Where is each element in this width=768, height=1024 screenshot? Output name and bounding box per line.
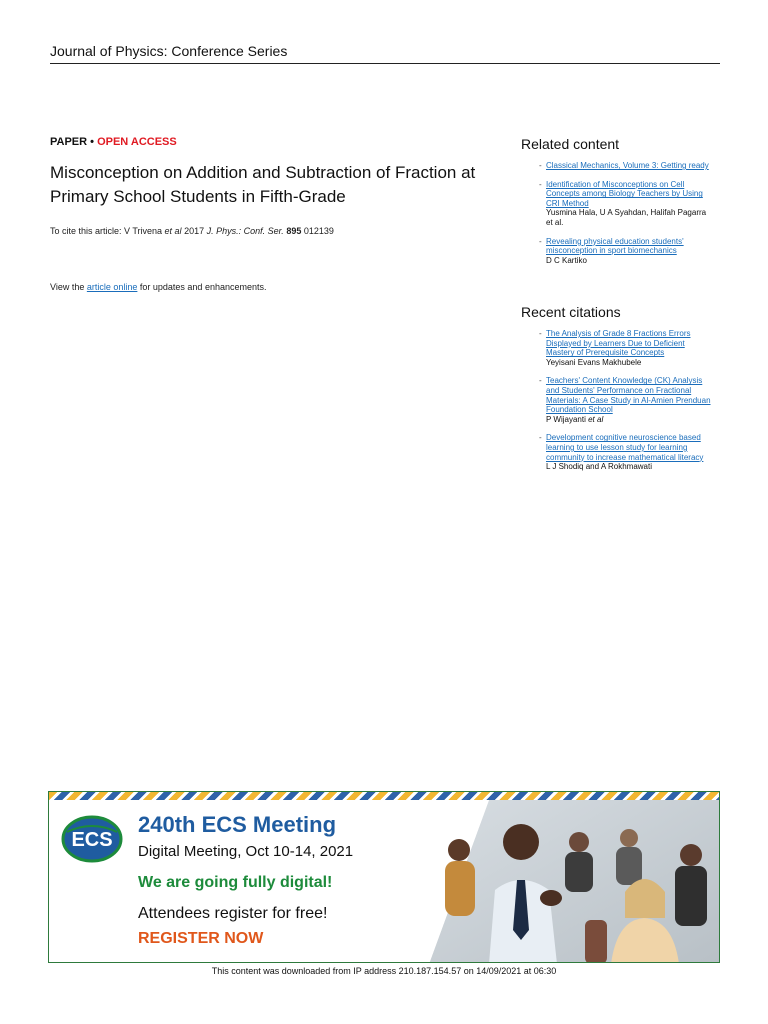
open-access-label: OPEN ACCESS xyxy=(97,136,177,148)
paper-kicker xyxy=(50,136,177,148)
view-suffix: for updates and enhancements. xyxy=(137,282,267,292)
list-dash: - xyxy=(539,329,542,338)
download-footer: This content was downloaded from IP address 210.187.154.57 on 14/09/2021 at 06:30 xyxy=(211,966,557,976)
header-divider xyxy=(50,63,720,64)
recent-citations-section xyxy=(521,304,721,481)
banner-subtitle: Digital Meeting, Oct 10-14, 2021 xyxy=(138,843,354,860)
citation-item-authors: P Wijayanti xyxy=(546,414,589,424)
cite-year: 2017 xyxy=(181,226,207,236)
banner-attendees: Attendees register for free! xyxy=(138,905,328,922)
citation-item-etal: et al xyxy=(588,414,604,424)
related-item-link[interactable]: Identification of Misconceptions on Cell Concepts among Biology Teachers by Using CRI Method xyxy=(546,179,703,208)
citation-item-link[interactable]: Development cognitive neuroscience based learning to use lesson study for learning community to increase mathematical literacy xyxy=(546,433,704,462)
citation-item xyxy=(521,329,711,367)
register-now-button[interactable]: REGISTER NOW xyxy=(138,930,264,947)
recent-citations-heading: Recent citations xyxy=(521,304,621,320)
related-item-authors: D C Kartiko xyxy=(546,255,587,265)
list-dash: - xyxy=(539,433,542,443)
related-item xyxy=(521,180,711,228)
article-title: Misconception on Addition and Subtraction of Fraction at Primary School Students in Fifth-Grade xyxy=(50,163,476,206)
journal-name: Journal of Physics: Conference Series xyxy=(50,43,288,59)
related-content-list xyxy=(521,161,721,265)
related-content-section xyxy=(521,136,721,274)
list-dash: - xyxy=(539,179,542,189)
citation-item-link[interactable]: Teachers' Content Knowledge (CK) Analysis and Students' Performance on Fractional Materials: A Case Study in Al-Amien Prenduan Foundation School xyxy=(546,376,711,415)
view-online-line xyxy=(50,282,266,292)
article-online-link[interactable]: article online xyxy=(86,282,138,292)
related-item-link[interactable]: Classical Mechanics, Volume 3: Getting ready xyxy=(546,161,709,170)
list-dash: - xyxy=(539,161,542,170)
paper-label: PAPER xyxy=(50,136,88,148)
kicker-bullet: • xyxy=(87,136,98,148)
cite-article-number: 012139 xyxy=(301,226,334,236)
citation-item-link[interactable]: The Analysis of Grade 8 Fractions Errors Displayed by Learners Due to Deficient Mastery of Prerequisite Concepts xyxy=(546,329,691,358)
ecs-logo-text: ECS xyxy=(71,829,113,851)
cite-etal: et al xyxy=(164,226,182,236)
cite-journal: J. Phys.: Conf. Ser. xyxy=(206,226,284,236)
citation-item-authors: Yeyisani Evans Makhubele xyxy=(546,357,642,367)
citation-line xyxy=(50,226,334,236)
banner-digital: We are going fully digital! xyxy=(138,874,333,891)
list-dash: - xyxy=(539,376,542,386)
citation-item xyxy=(521,433,711,471)
citation-item-authors: L J Shodiq and A Rokhmawati xyxy=(546,462,652,472)
ecs-meeting-banner[interactable] xyxy=(48,791,720,963)
related-content-heading: Related content xyxy=(521,136,620,152)
related-item xyxy=(521,161,711,171)
related-item-link[interactable]: Revealing physical education students' misconception in sport biomechanics xyxy=(546,236,684,256)
recent-citations-list xyxy=(521,329,721,472)
view-prefix: View the xyxy=(50,282,87,292)
list-dash: - xyxy=(539,236,542,246)
audience-photo xyxy=(429,800,720,963)
ecs-logo-icon xyxy=(61,814,123,864)
banner-title: 240th ECS Meeting xyxy=(138,812,337,837)
citation-item xyxy=(521,376,711,424)
cite-prefix: To cite this article: V Trivena xyxy=(50,226,165,236)
cite-volume: 895 xyxy=(286,226,302,236)
related-item xyxy=(521,237,711,266)
related-item-authors: Yusmina Hala, U A Syahdan, Halifah Pagarra et al. xyxy=(546,208,707,227)
banner-stripe xyxy=(49,792,719,800)
